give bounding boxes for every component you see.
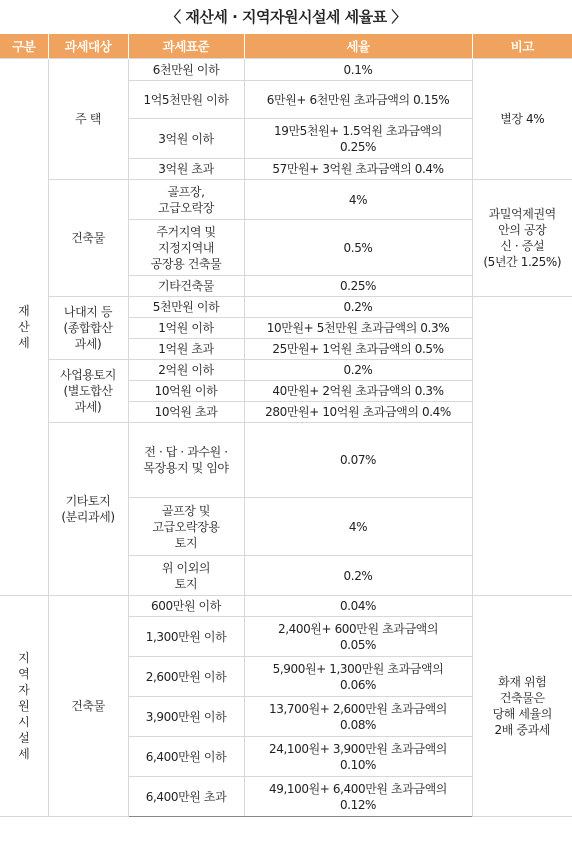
group-regional-tax: 지 역 자 원 시 설 세 bbox=[0, 596, 48, 817]
header-rate: 세율 bbox=[244, 34, 472, 59]
tax-base-cell: 6천만원 이하 bbox=[128, 59, 244, 81]
header-category: 구분 bbox=[0, 34, 48, 59]
note-empty bbox=[472, 297, 572, 596]
group-property-tax: 재 산 세 bbox=[0, 59, 48, 596]
tax-rate-cell: 4% bbox=[244, 498, 472, 556]
tax-base-cell: 1,300만원 이하 bbox=[128, 617, 244, 657]
tax-rate-cell: 0.07% bbox=[244, 423, 472, 498]
tax-rate-cell: 2,400원+ 600만원 초과금액의 0.05% bbox=[244, 617, 472, 657]
tax-rate-cell: 4% bbox=[244, 180, 472, 220]
tax-rate-cell: 6만원+ 6천만원 초과금액의 0.15% bbox=[244, 81, 472, 119]
header-subject: 과세대상 bbox=[48, 34, 128, 59]
note-regional: 화재 위험 건축물은 당해 세율의 2배 중과세 bbox=[472, 596, 572, 817]
tax-rate-cell: 19만5천원+ 1.5억원 초과금액의 0.25% bbox=[244, 119, 472, 159]
tax-base-cell: 주거지역 및 지정지역내 공장용 건축물 bbox=[128, 220, 244, 276]
tax-base-cell: 5천만원 이하 bbox=[128, 297, 244, 318]
tax-base-cell: 1억5천만원 이하 bbox=[128, 81, 244, 119]
tax-base-cell: 3,900만원 이하 bbox=[128, 697, 244, 737]
tax-base-cell: 2억원 이하 bbox=[128, 360, 244, 381]
tax-rate-cell: 0.1% bbox=[244, 59, 472, 81]
tax-base-cell: 600만원 이하 bbox=[128, 596, 244, 617]
subject-building: 건축물 bbox=[48, 180, 128, 297]
table-row bbox=[0, 596, 572, 617]
subject-other-land: 기타토지 (분리과세) bbox=[48, 423, 128, 596]
note-building: 과밀억제권역 안의 공장 신 · 증설 (5년간 1.25%) bbox=[472, 180, 572, 297]
tax-base-cell: 6,400만원 초과 bbox=[128, 777, 244, 817]
tax-rate-cell: 0.5% bbox=[244, 220, 472, 276]
tax-rate-cell: 13,700원+ 2,600만원 초과금액의 0.08% bbox=[244, 697, 472, 737]
tax-base-cell: 10억원 이하 bbox=[128, 381, 244, 402]
tax-base-cell: 3억원 초과 bbox=[128, 159, 244, 180]
tax-rate-cell: 0.25% bbox=[244, 276, 472, 297]
tax-rate-cell: 0.2% bbox=[244, 297, 472, 318]
table-row bbox=[0, 59, 572, 81]
tax-rate-cell: 25만원+ 1억원 초과금액의 0.5% bbox=[244, 339, 472, 360]
table-header-row bbox=[0, 34, 572, 59]
tax-rate-cell: 57만원+ 3억원 초과금액의 0.4% bbox=[244, 159, 472, 180]
tax-rate-cell: 0.04% bbox=[244, 596, 472, 617]
subject-business-land: 사업용토지 (별도합산 과세) bbox=[48, 360, 128, 423]
tax-base-cell: 2,600만원 이하 bbox=[128, 657, 244, 697]
tax-base-cell: 6,400만원 이하 bbox=[128, 737, 244, 777]
tax-rate-cell: 49,100원+ 6,400만원 초과금액의 0.12% bbox=[244, 777, 472, 817]
note-housing: 별장 4% bbox=[472, 59, 572, 180]
tax-rate-cell: 0.2% bbox=[244, 360, 472, 381]
tax-base-cell: 1억원 초과 bbox=[128, 339, 244, 360]
tax-rate-cell: 24,100원+ 3,900만원 초과금액의 0.10% bbox=[244, 737, 472, 777]
table-row bbox=[0, 180, 572, 220]
tax-base-cell: 3억원 이하 bbox=[128, 119, 244, 159]
tax-rate-table bbox=[0, 34, 572, 817]
tax-rate-cell: 10만원+ 5천만원 초과금액의 0.3% bbox=[244, 318, 472, 339]
tax-base-cell: 위 이외의 토지 bbox=[128, 556, 244, 596]
page-title: 〈 재산세 · 지역자원시설세 세율표 〉 bbox=[166, 8, 406, 26]
subject-aggregate-land: 나대지 등 (종합합산 과세) bbox=[48, 297, 128, 360]
subject-housing: 주 택 bbox=[48, 59, 128, 180]
subject-regional-building: 건축물 bbox=[48, 596, 128, 817]
table-row bbox=[0, 297, 572, 318]
tax-base-cell: 1억원 이하 bbox=[128, 318, 244, 339]
tax-base-cell: 기타건축물 bbox=[128, 276, 244, 297]
tax-rate-cell: 5,900원+ 1,300만원 초과금액의 0.06% bbox=[244, 657, 472, 697]
tax-base-cell: 골프장, 고급오락장 bbox=[128, 180, 244, 220]
tax-base-cell: 전 · 답 · 과수원 · 목장용지 및 임야 bbox=[128, 423, 244, 498]
header-note: 비고 bbox=[472, 34, 572, 59]
tax-rate-cell: 40만원+ 2억원 초과금액의 0.3% bbox=[244, 381, 472, 402]
tax-rate-cell: 0.2% bbox=[244, 556, 472, 596]
tax-base-cell: 10억원 초과 bbox=[128, 402, 244, 423]
tax-rate-cell: 280만원+ 10억원 초과금액의 0.4% bbox=[244, 402, 472, 423]
tax-base-cell: 골프장 및 고급오락장용 토지 bbox=[128, 498, 244, 556]
header-tax-base: 과세표준 bbox=[128, 34, 244, 59]
